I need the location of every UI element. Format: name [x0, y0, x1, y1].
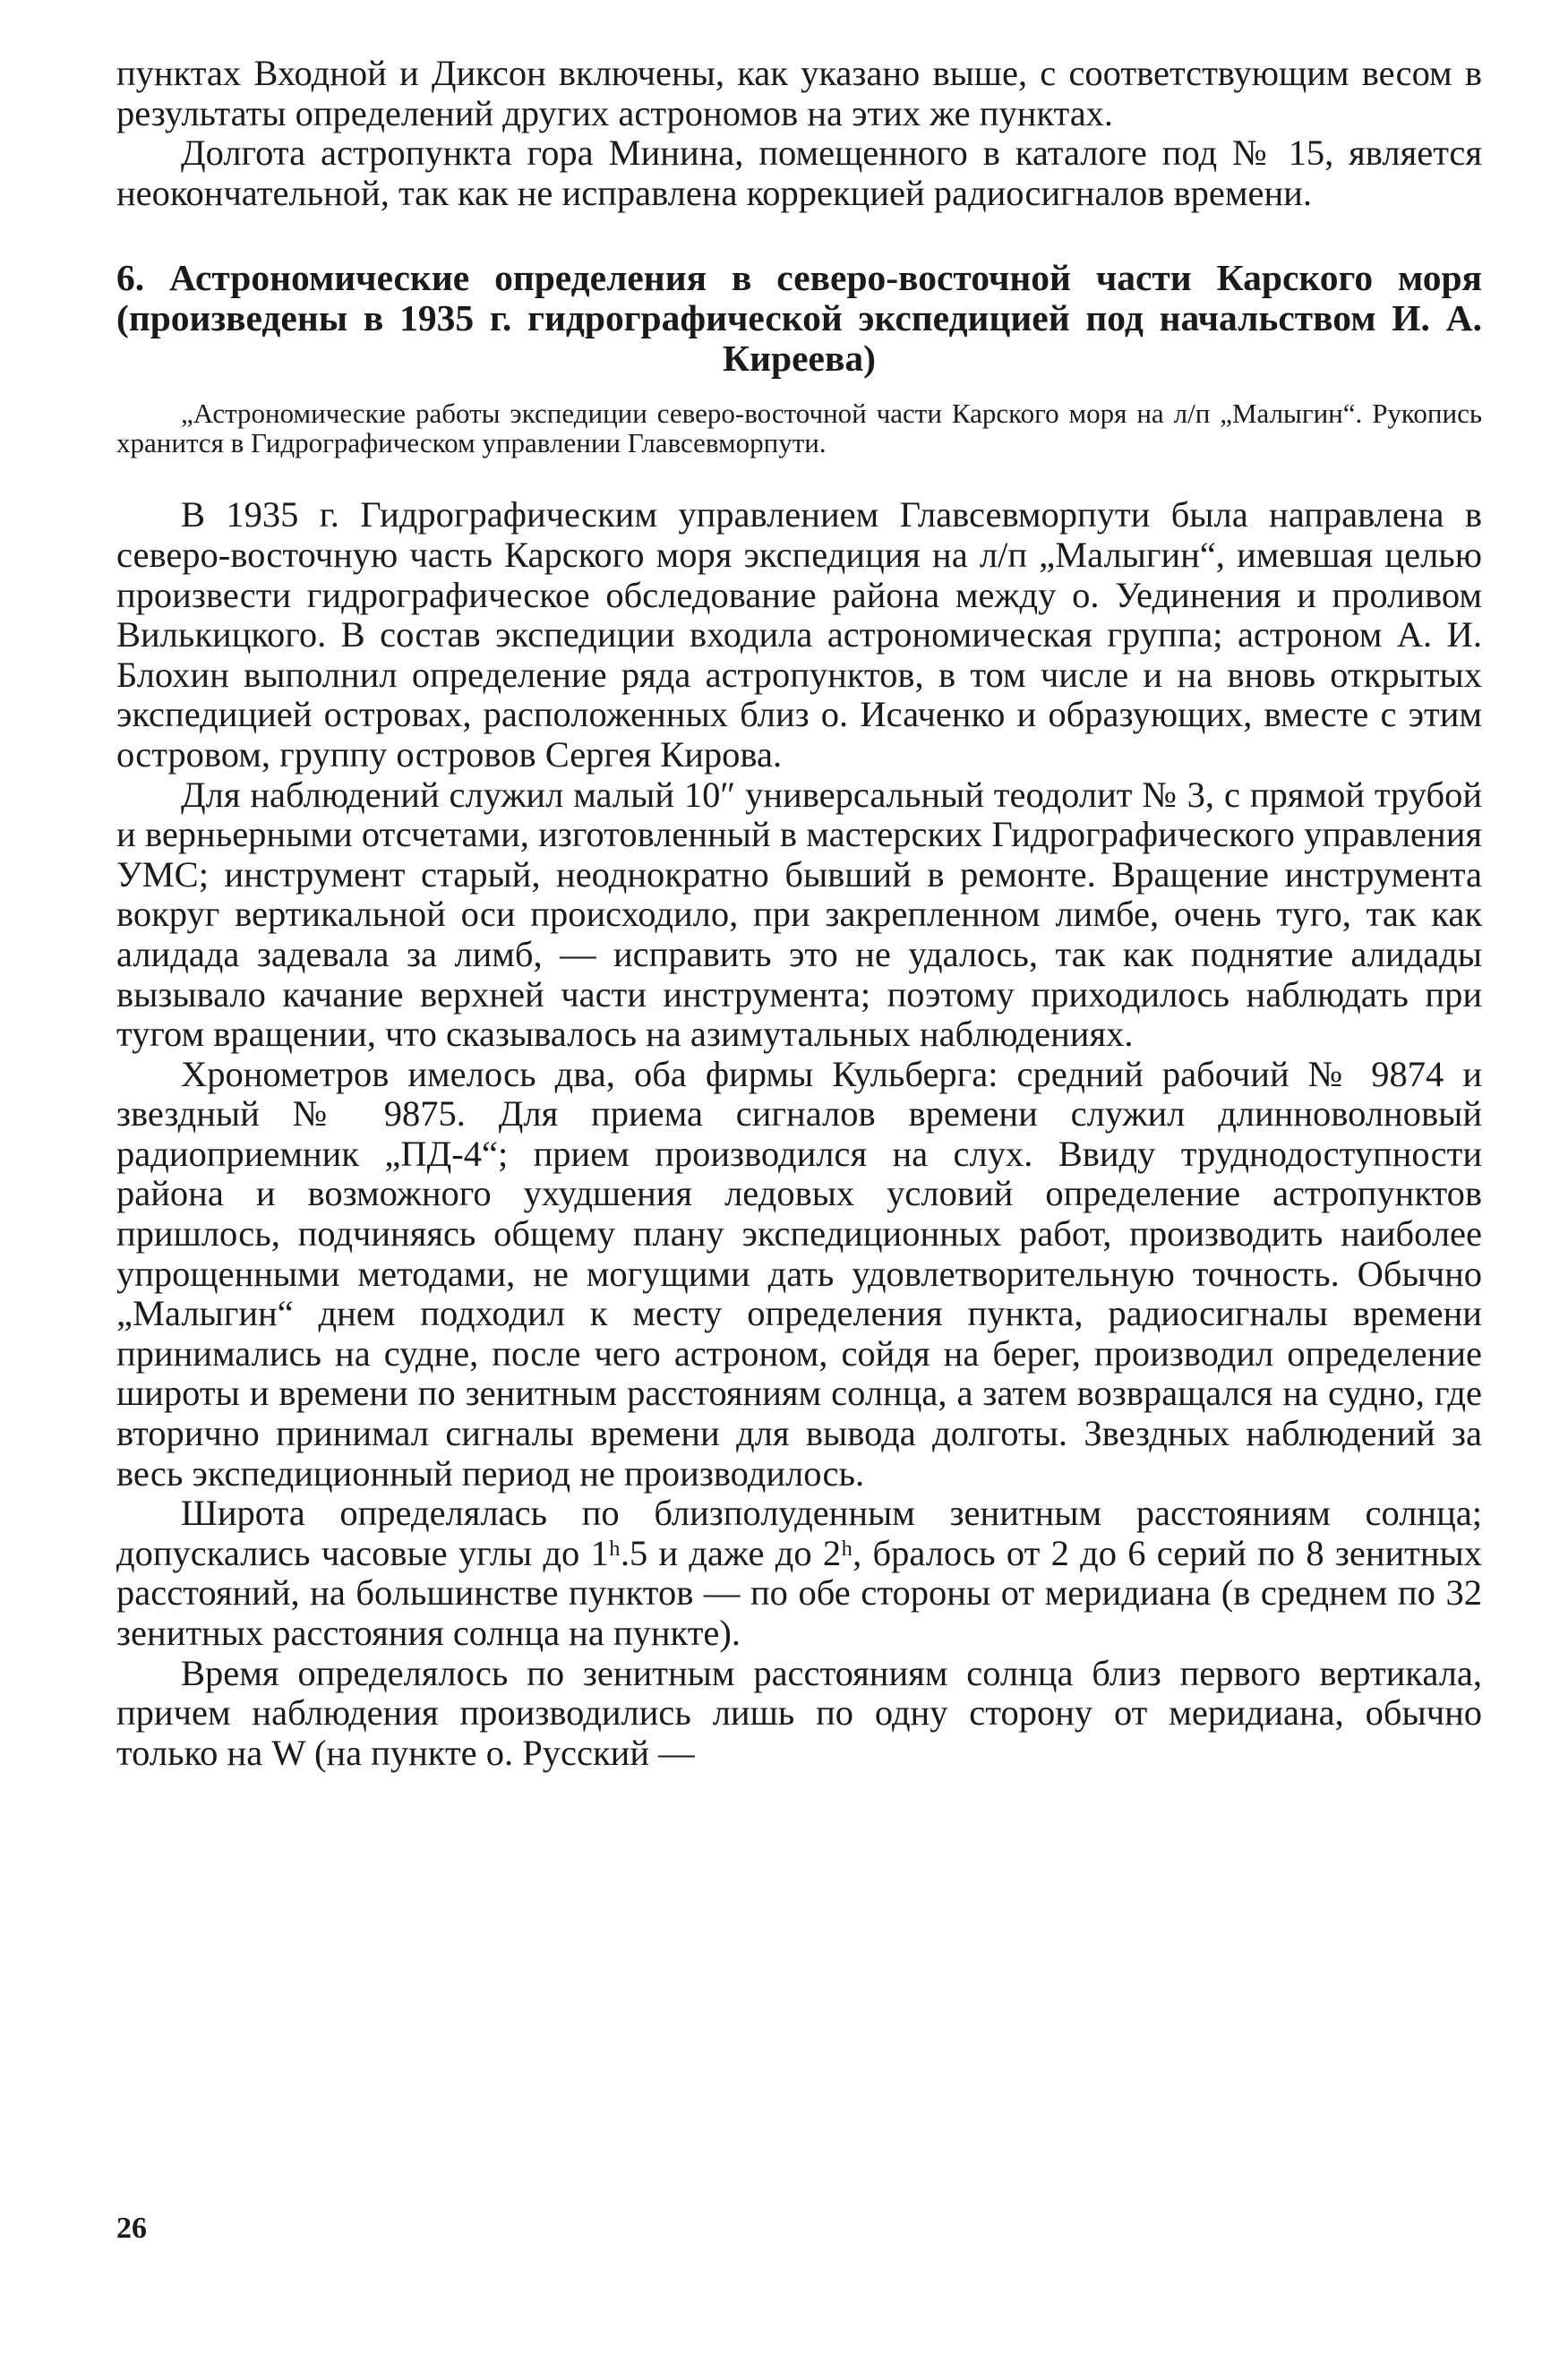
page-content	[116, 54, 1482, 1773]
body-paragraph-1: В 1935 г. Гидрографическим управлением Главсевморпути была направлена в северо-восточную часть Карского моря экспедиция на л/п „Малыгин“, имевшая целью произвести гидрографическое обследование района между о. Уединения и проливом Вилькицкого. В состав экспедиции входила астрономическая группа; астроном А. И. Блохин выполнил определение ряда астропунктов, в том числе и на вновь открытых экспедицией островах, расположенных близ о. Исаченко и образующих, вместе с этим островом, группу островов Сергея Кирова.	[116, 494, 1482, 775]
body-paragraph-4: Широта определялась по близполуденным зенитным расстояниям солнца; допускались часовые углы до 1ʰ.5 и даже до 2ʰ, бралось от 2 до 6 серий по 8 зенитных расстояний, на большинстве пунктов — по обе стороны от меридиана (в среднем по 32 зенитных расстояния солнца на пункте).	[116, 1493, 1482, 1653]
body-paragraph-2: Для наблюдений служил малый 10″ универсальный теодолит № 3, с прямой трубой и верньерными отсчетами, изготовленный в мастерских Гидрографического управления УМС; инструмент старый, неоднократно бывший в ремонте. Вращение инструмента вокруг вертикальной оси происходило, при закрепленном лимбе, очень туго, так как алидада задевала за лимб, — исправить это не удалось, так как поднятие алидады вызывало качание верхней части инструмента; поэтому приходилось наблюдать при тугом вращении, что сказывалось на азимутальных наблюдениях.	[116, 774, 1482, 1055]
section-heading: 6. Астрономические определения в северо-восточной части Карского моря (произведены в 1935 г. гидрографической экспедицией под начальством И. А. Киреева)	[116, 257, 1482, 380]
intro-paragraph-2: Долгота астропункта гора Минина, помещенного в каталоге под № 15, является неокончательной, так как не исправлена коррекцией радиосигналов времени.	[116, 133, 1482, 213]
body-paragraph-5: Время определялось по зенитным расстояниям солнца близ первого вертикала, причем наблюдения производились лишь по одну сторону от меридиана, обычно только на W (на пункте о. Русский —	[116, 1652, 1482, 1773]
page-number: 26	[116, 2212, 147, 2245]
body-paragraph-3: Хронометров имелось два, оба фирмы Кульберга: средний рабочий № 9874 и звездный № 9875. Для приема сигналов времени служил длинноволновый радиоприемник „ПД-4“; прием производился на слух. Ввиду труднодоступности района и возможного ухудшения ледовых условий определение астропунктов пришлось, подчиняясь общему плану экспедиционных работ, производить наиболее упрощенными методами, не могущими дать удовлетворительную точность. Обычно „Малыгин“ днем подходил к месту определения пункта, радиосигналы времени принимались на судне, после чего астроном, сойдя на берег, производил определение широты и времени по зенитным расстояниям солнца, а затем возвращался на судно, где вторично принимал сигналы времени для вывода долготы. Звездных наблюдений за весь экспедиционный период не производилось.	[116, 1053, 1482, 1494]
source-note: „Астрономические работы экспедиции северо-восточной части Карского моря на л/п „Малыгин“. Рукопись хранится в Гидрографическом управлении Главсевморпути.	[116, 398, 1482, 459]
intro-paragraph-1: пунктах Входной и Диксон включены, как указано выше, с соответствующим весом в результаты определений других астрономов на этих же пунктах.	[116, 53, 1482, 133]
